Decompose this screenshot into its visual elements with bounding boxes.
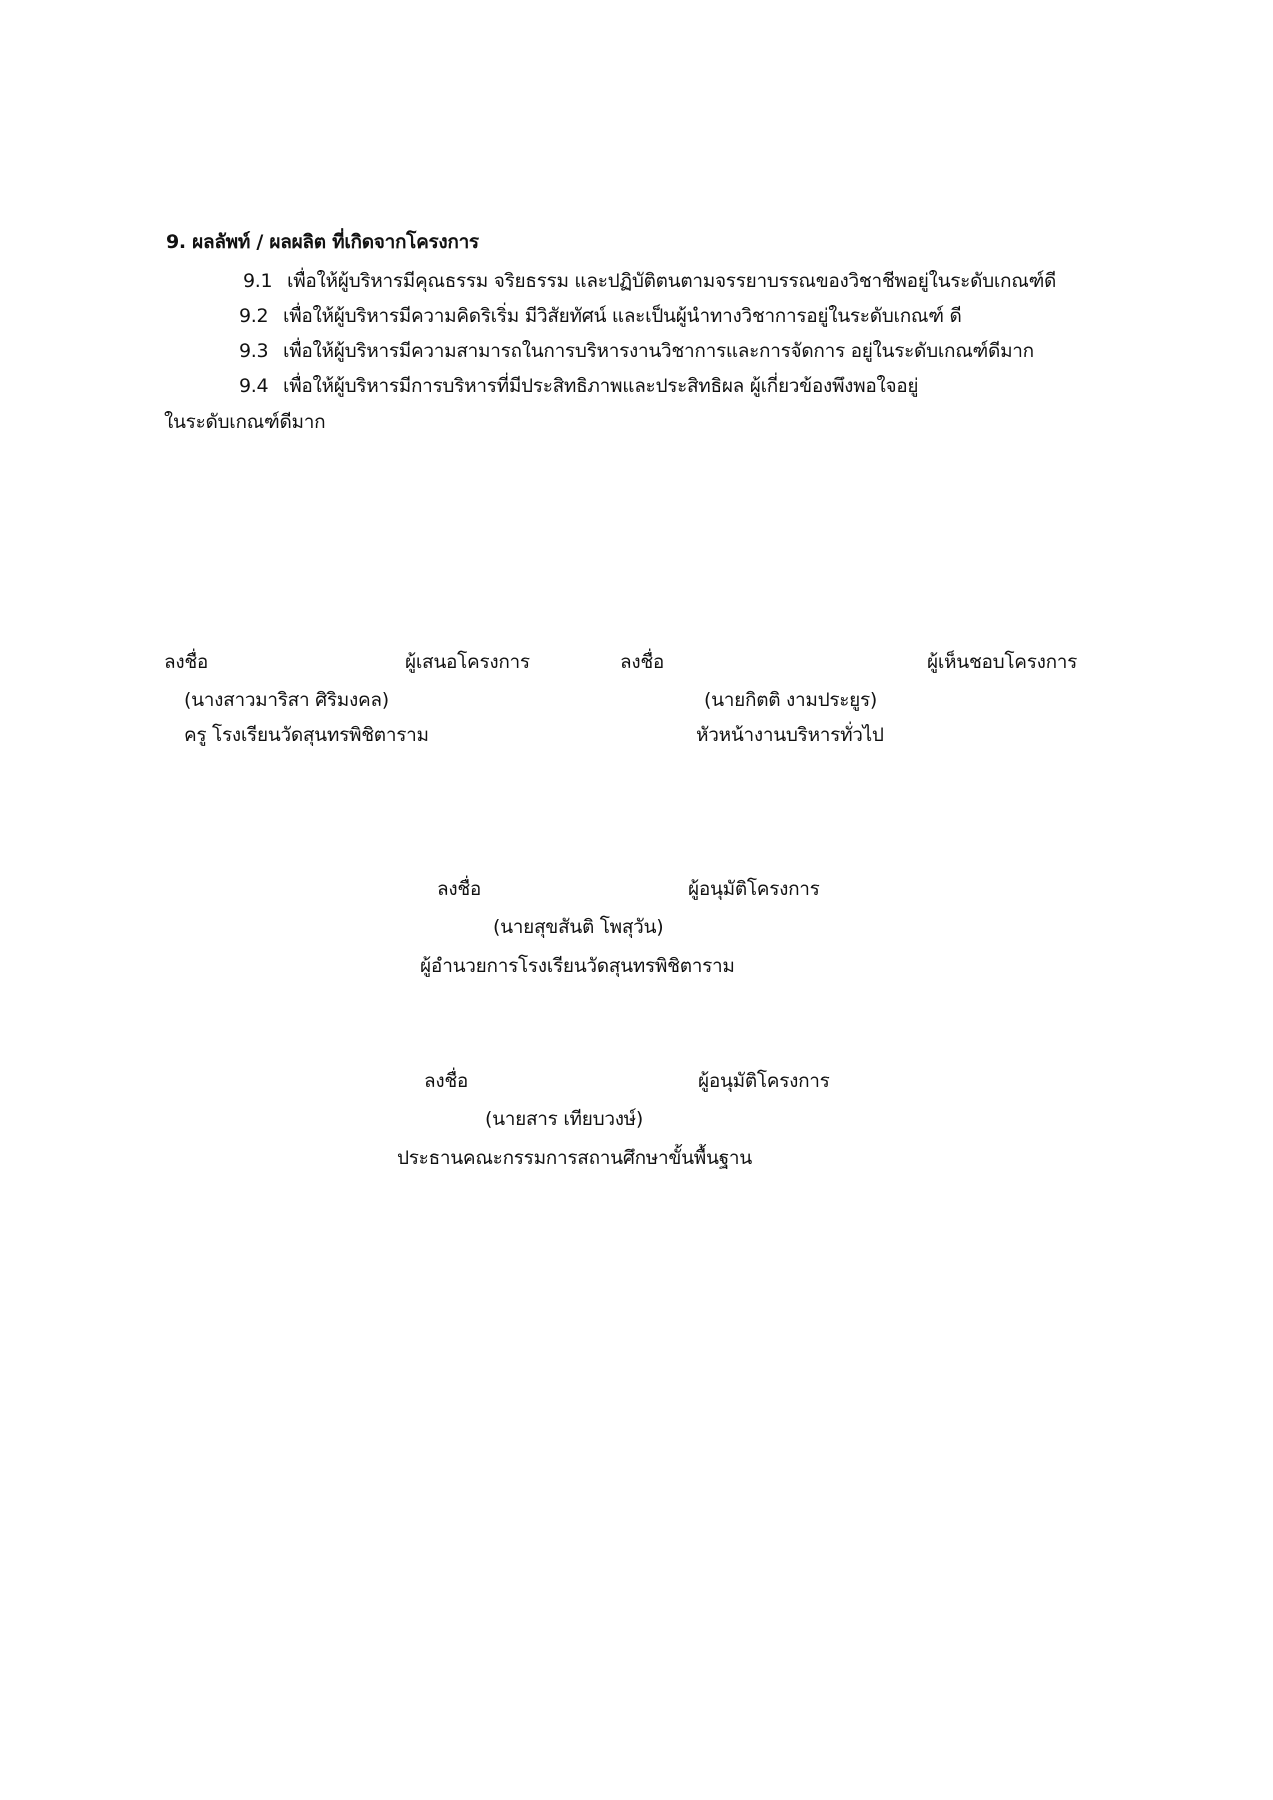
- sign-label: ลงชื่อ: [620, 651, 665, 673]
- item-text: เพื่อให้ผู้บริหารมีคุณธรรม จริยธรรม และปฏิบัติตนตามจรรยาบรรณของวิชาชีพอยู่ในระดับเกณฑ์ดี: [287, 270, 1057, 292]
- sign-label: ลงชื่อ: [164, 651, 209, 673]
- signer-position: ครู โรงเรียนวัดสุนทรพิชิตาราม: [184, 724, 429, 746]
- role-label: ผู้เสนอโครงการ: [405, 651, 530, 673]
- signer-position: หัวหน้างานบริหารทั่วไป: [696, 724, 884, 746]
- role-label: ผู้อนุมัติโครงการ: [688, 878, 820, 900]
- signer-name: (นายกิตติ งามประยูร): [704, 689, 878, 711]
- item-number: 9.3: [239, 340, 269, 362]
- signer-name: (นายสาร เทียบวงษ์): [485, 1108, 644, 1130]
- item-number: 9.2: [239, 305, 269, 327]
- item-text: เพื่อให้ผู้บริหารมีการบริหารที่มีประสิทธิภาพและประสิทธิผล ผู้เกี่ยวข้องพึงพอใจอยู่: [283, 375, 919, 397]
- role-label: ผู้อนุมัติโครงการ: [698, 1070, 830, 1092]
- signer-name: (นายสุขสันติ โพสุวัน): [493, 916, 664, 938]
- item-text: เพื่อให้ผู้บริหารมีความสามารถในการบริหารงานวิชาการและการจัดการ อยู่ในระดับเกณฑ์ดีมาก: [283, 340, 1034, 362]
- signer-position: ผู้อำนวยการโรงเรียนวัดสุนทรพิชิตาราม: [420, 955, 735, 977]
- signer-name: (นางสาวมาริสา ศิริมงคล): [184, 689, 389, 711]
- item-text: เพื่อให้ผู้บริหารมีความคิดริเริ่ม มีวิสัยทัศน์ และเป็นผู้นำทางวิชาการอยู่ในระดับเกณฑ์ ดี: [283, 305, 962, 327]
- signer-position: ประธานคณะกรรมการสถานศึกษาขั้นพื้นฐาน: [397, 1147, 752, 1169]
- sign-label: ลงชื่อ: [424, 1070, 469, 1092]
- role-label: ผู้เห็นชอบโครงการ: [927, 651, 1078, 673]
- sign-label: ลงชื่อ: [437, 878, 482, 900]
- item-number: 9.1: [243, 270, 273, 292]
- item-continuation: ในระดับเกณฑ์ดีมาก: [164, 411, 326, 433]
- section-heading: 9. ผลลัพท์ / ผลผลิต ที่เกิดจากโครงการ: [166, 231, 479, 253]
- item-number: 9.4: [239, 375, 269, 397]
